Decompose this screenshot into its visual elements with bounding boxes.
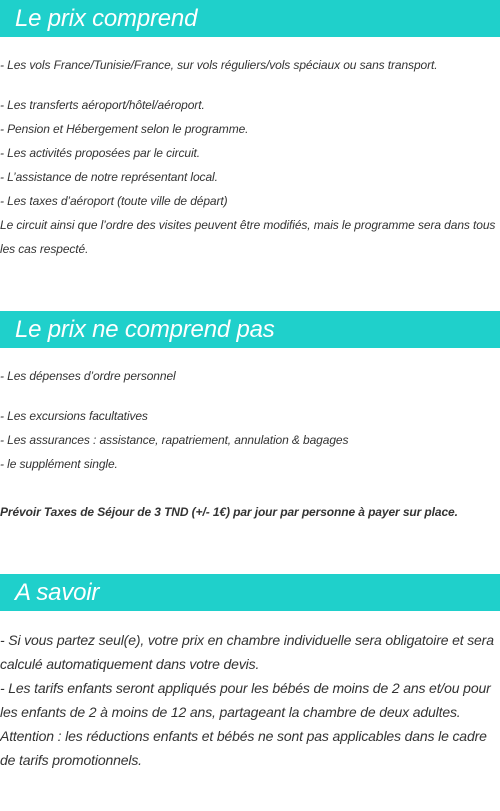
list-item: - Les assurances : assistance, rapatriement, annulation & bagages xyxy=(0,433,349,447)
circuit-note: Le circuit ainsi que l’ordre des visites peuvent être modifiés, mais le programme sera dans tous les cas respecté. xyxy=(0,218,496,256)
list-item: - Les transferts aéroport/hôtel/aéroport. xyxy=(0,98,205,112)
tax-note: Prévoir Taxes de Séjour de 3 TND (+/- 1€) par jour par personne à payer sur place. xyxy=(0,505,458,519)
attention-note: Attention : les réductions enfants et bébés ne sont pas applicables dans le cadre de tarifs promotionnels. xyxy=(0,728,487,768)
not-included-list xyxy=(0,364,500,524)
list-item: - Pension et Hébergement selon le programme. xyxy=(0,122,249,136)
list-item: - Les taxes d’aéroport (toute ville de départ) xyxy=(0,194,228,208)
section-header-not-included xyxy=(0,311,500,348)
good-to-know-list xyxy=(0,628,500,772)
list-item: - Si vous partez seul(e), votre prix en chambre individuelle sera obligatoire et sera calculé automatiquement dans votre devis. xyxy=(0,632,494,672)
list-item: - Les vols France/Tunisie/France, sur vols réguliers/vols spéciaux ou sans transport. xyxy=(0,58,438,72)
included-list xyxy=(0,53,500,261)
list-item: - le supplément single. xyxy=(0,457,118,471)
list-item: - Les tarifs enfants seront appliqués pour les bébés de moins de 2 ans et/ou pour les enfants de 2 à moins de 12 ans, partageant la chambre de deux adultes. xyxy=(0,680,491,720)
list-item: - Les activités proposées par le circuit. xyxy=(0,146,200,160)
section-title: Le prix ne comprend pas xyxy=(15,316,275,343)
section-header-good-to-know xyxy=(0,574,500,611)
section-title: Le prix comprend xyxy=(15,5,198,32)
section-header-included xyxy=(0,0,500,37)
list-item: - Les excursions facultatives xyxy=(0,409,148,423)
list-item: - L’assistance de notre représentant local. xyxy=(0,170,218,184)
list-item: - Les dépenses d’ordre personnel xyxy=(0,369,176,383)
section-title: A savoir xyxy=(15,579,100,606)
